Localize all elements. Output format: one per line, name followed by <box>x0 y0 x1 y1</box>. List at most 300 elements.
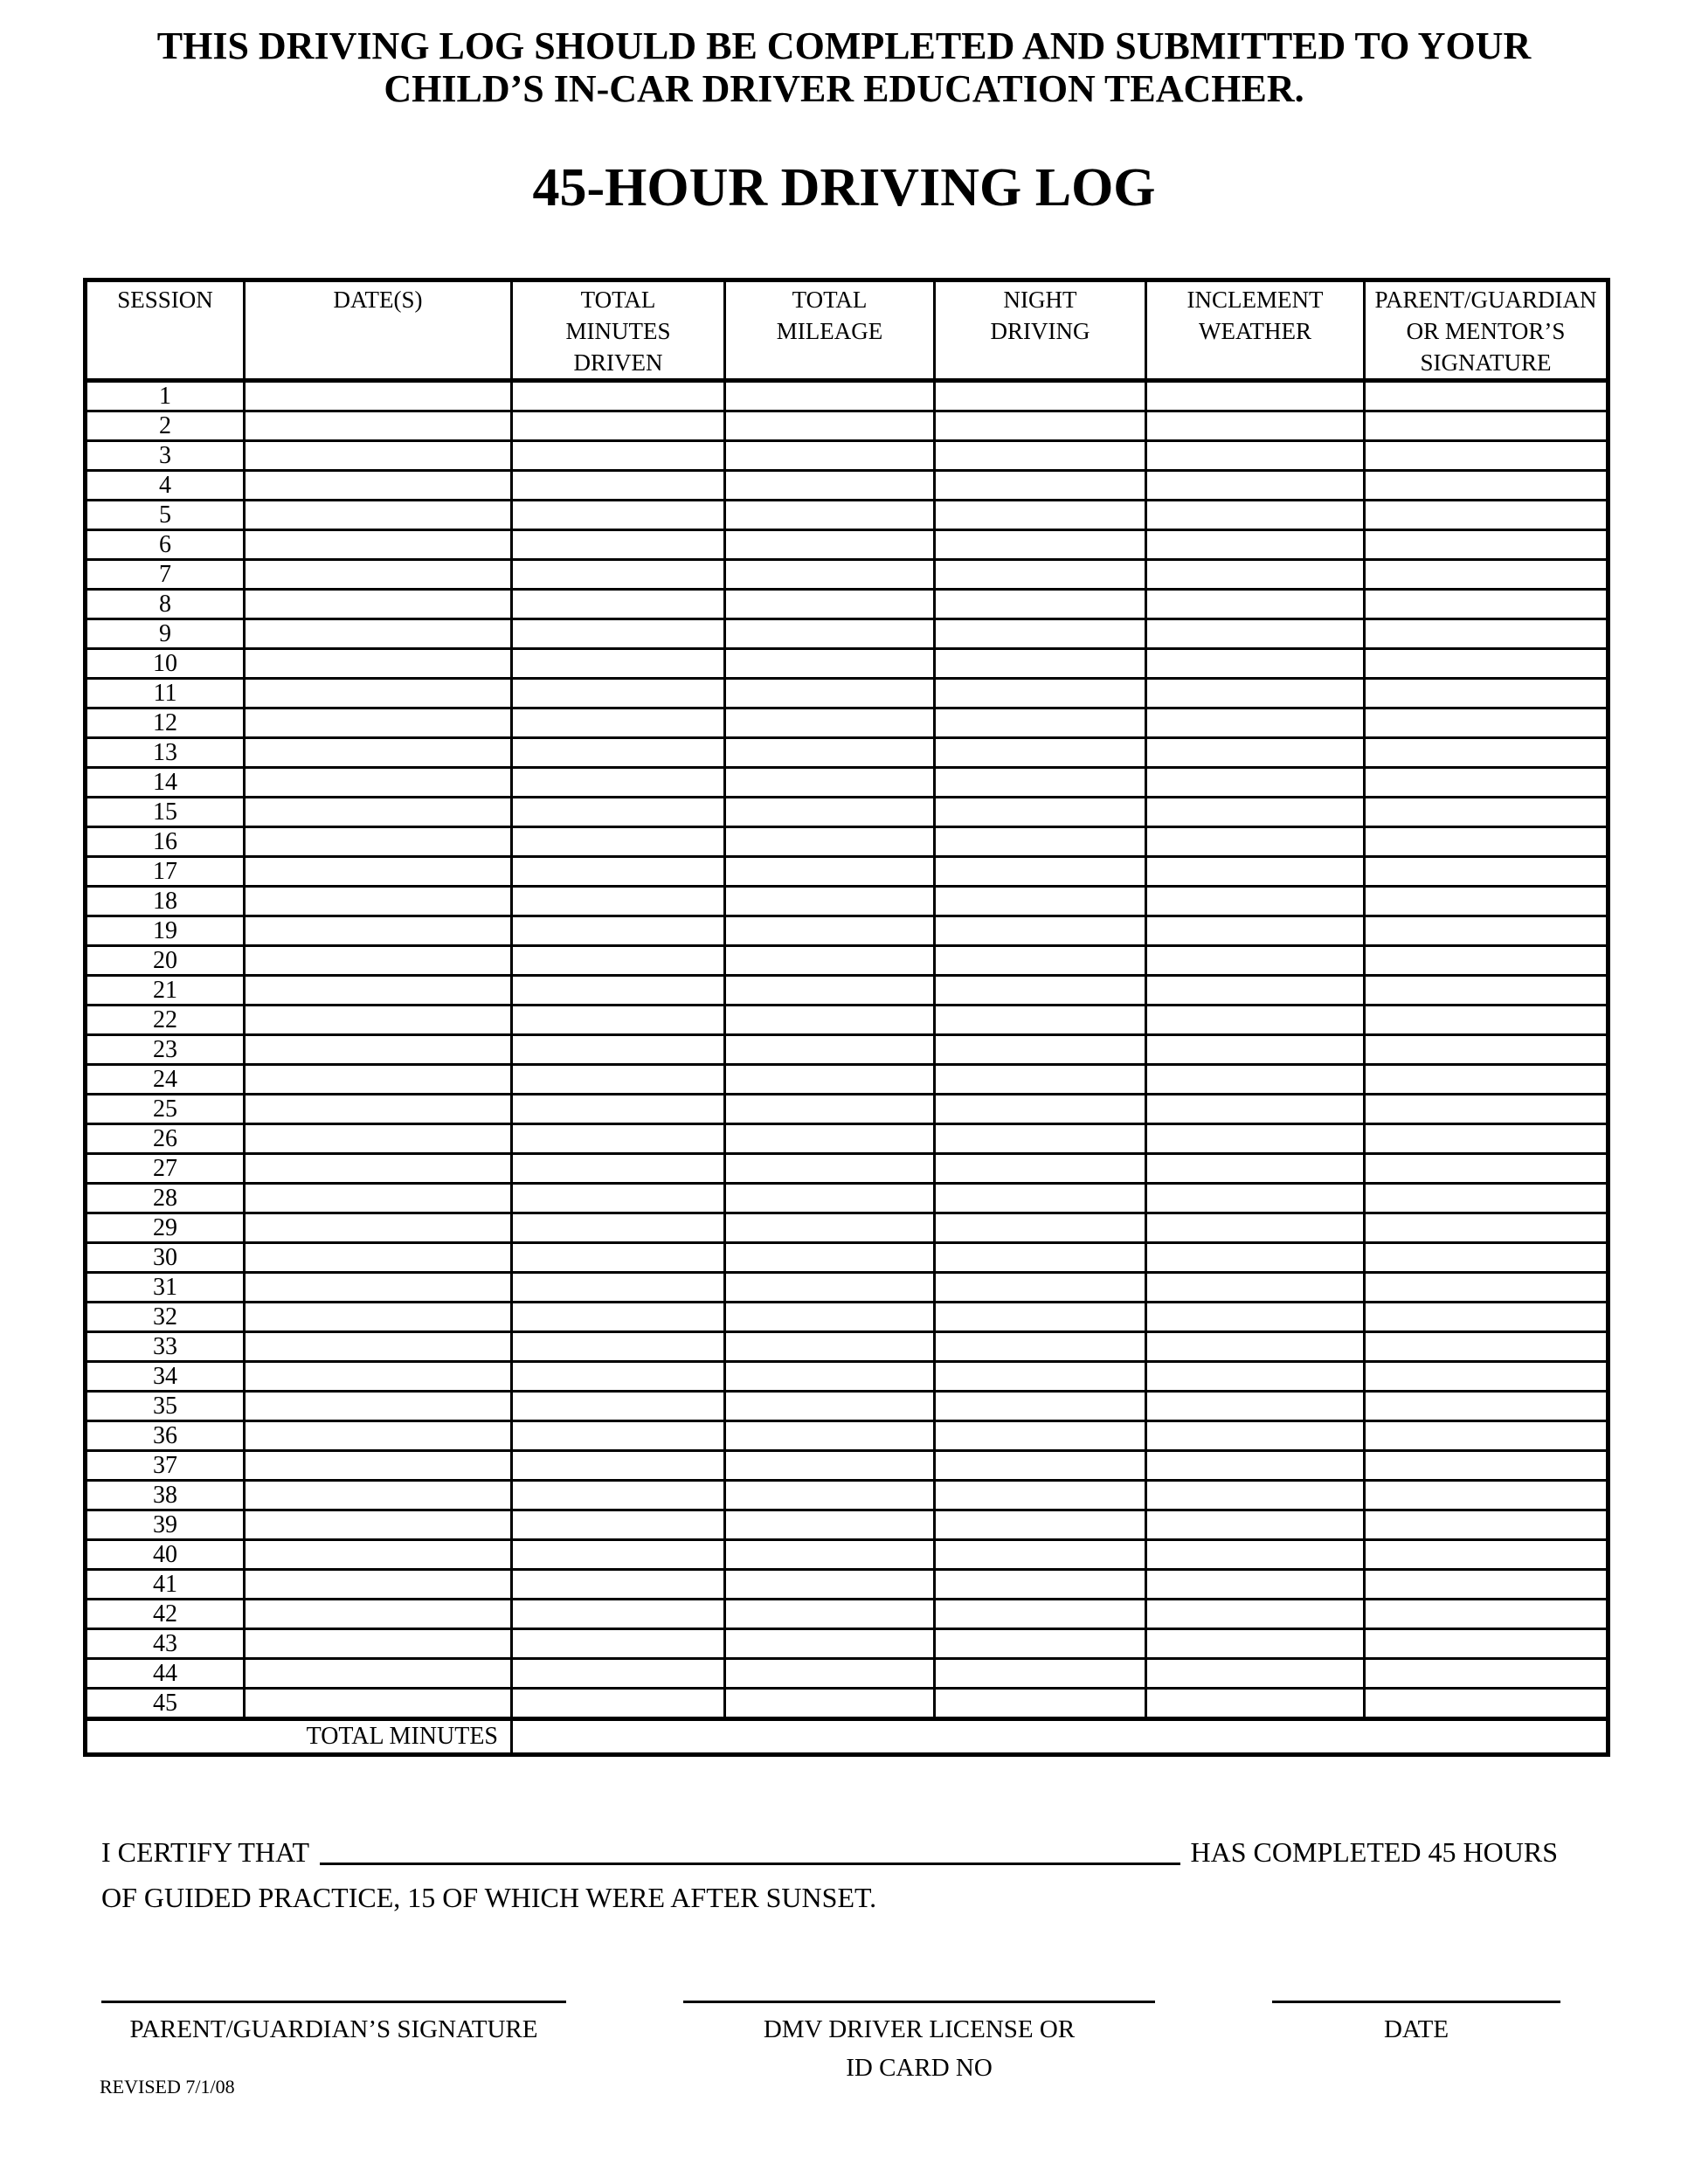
entry-cell-minutes[interactable] <box>512 501 725 530</box>
session-number: 45 <box>86 1689 245 1719</box>
entry-cell-dates[interactable] <box>245 411 512 441</box>
entry-cell-signature[interactable] <box>1365 471 1608 501</box>
entry-cell-weather[interactable] <box>1146 530 1365 560</box>
entry-cell-night[interactable] <box>935 1481 1146 1510</box>
table-body <box>86 381 1608 1719</box>
session-number: 44 <box>86 1659 245 1689</box>
entry-cell-mileage[interactable] <box>725 1154 935 1184</box>
entry-cell-night[interactable] <box>935 649 1146 679</box>
entry-cell-night[interactable] <box>935 738 1146 768</box>
entry-cell-weather[interactable] <box>1146 708 1365 738</box>
entry-cell-night[interactable] <box>935 857 1146 887</box>
entry-cell-mileage[interactable] <box>725 1392 935 1421</box>
entry-cell-mileage[interactable] <box>725 1510 935 1540</box>
entry-cell-weather[interactable] <box>1146 857 1365 887</box>
entry-cell-night[interactable] <box>935 381 1146 411</box>
entry-cell-mileage[interactable] <box>725 1540 935 1570</box>
entry-cell-minutes[interactable] <box>512 679 725 708</box>
entry-cell-weather[interactable] <box>1146 411 1365 441</box>
entry-cell-dates[interactable] <box>245 1006 512 1035</box>
entry-cell-dates[interactable] <box>245 1451 512 1481</box>
entry-cell-minutes[interactable] <box>512 1362 725 1392</box>
entry-cell-signature[interactable] <box>1365 1629 1608 1659</box>
entry-cell-minutes[interactable] <box>512 1303 725 1332</box>
entry-cell-minutes[interactable] <box>512 887 725 916</box>
entry-cell-dates[interactable] <box>245 560 512 590</box>
entry-cell-dates[interactable] <box>245 1095 512 1124</box>
session-number: 39 <box>86 1510 245 1540</box>
entry-cell-signature[interactable] <box>1365 1540 1608 1570</box>
entry-cell-night[interactable] <box>935 560 1146 590</box>
parent-guardian-signature-line[interactable] <box>101 1976 566 2003</box>
entry-cell-night[interactable] <box>935 1303 1146 1332</box>
entry-cell-night[interactable] <box>935 1451 1146 1481</box>
entry-cell-night[interactable] <box>935 411 1146 441</box>
entry-cell-dates[interactable] <box>245 590 512 619</box>
entry-cell-signature[interactable] <box>1365 1243 1608 1273</box>
entry-cell-minutes[interactable] <box>512 976 725 1006</box>
entry-cell-dates[interactable] <box>245 1570 512 1600</box>
session-row-10 <box>86 649 1608 679</box>
entry-cell-dates[interactable] <box>245 1124 512 1154</box>
date-line[interactable] <box>1272 1976 1560 2003</box>
entry-cell-weather[interactable] <box>1146 501 1365 530</box>
entry-cell-weather[interactable] <box>1146 1362 1365 1392</box>
entry-cell-night[interactable] <box>935 1540 1146 1570</box>
entry-cell-signature[interactable] <box>1365 1362 1608 1392</box>
entry-cell-night[interactable] <box>935 1065 1146 1095</box>
entry-cell-night[interactable] <box>935 1629 1146 1659</box>
entry-cell-signature[interactable] <box>1365 441 1608 471</box>
entry-cell-mileage[interactable] <box>725 1421 935 1451</box>
entry-cell-weather[interactable] <box>1146 1065 1365 1095</box>
entry-cell-mileage[interactable] <box>725 1362 935 1392</box>
entry-cell-signature[interactable] <box>1365 1392 1608 1421</box>
entry-cell-night[interactable] <box>935 708 1146 738</box>
entry-cell-signature[interactable] <box>1365 560 1608 590</box>
entry-cell-signature[interactable] <box>1365 1065 1608 1095</box>
session-row-27 <box>86 1154 1608 1184</box>
entry-cell-minutes[interactable] <box>512 1065 725 1095</box>
entry-cell-mileage[interactable] <box>725 1451 935 1481</box>
entry-cell-weather[interactable] <box>1146 381 1365 411</box>
entry-cell-signature[interactable] <box>1365 1570 1608 1600</box>
entry-cell-night[interactable] <box>935 887 1146 916</box>
entry-cell-mileage[interactable] <box>725 560 935 590</box>
entry-cell-weather[interactable] <box>1146 768 1365 798</box>
session-number: 4 <box>86 471 245 501</box>
entry-cell-signature[interactable] <box>1365 1303 1608 1332</box>
session-number: 34 <box>86 1362 245 1392</box>
entry-cell-mileage[interactable] <box>725 619 935 649</box>
entry-cell-mileage[interactable] <box>725 411 935 441</box>
entry-cell-dates[interactable] <box>245 1154 512 1184</box>
entry-cell-signature[interactable] <box>1365 857 1608 887</box>
entry-cell-signature[interactable] <box>1365 827 1608 857</box>
entry-cell-night[interactable] <box>935 798 1146 827</box>
entry-cell-signature[interactable] <box>1365 887 1608 916</box>
entry-cell-minutes[interactable] <box>512 1243 725 1273</box>
entry-cell-signature[interactable] <box>1365 738 1608 768</box>
entry-cell-weather[interactable] <box>1146 1659 1365 1689</box>
entry-cell-weather[interactable] <box>1146 441 1365 471</box>
entry-cell-mileage[interactable] <box>725 1689 935 1719</box>
entry-cell-signature[interactable] <box>1365 1213 1608 1243</box>
entry-cell-minutes[interactable] <box>512 1184 725 1213</box>
entry-cell-dates[interactable] <box>245 1421 512 1451</box>
entry-cell-weather[interactable] <box>1146 827 1365 857</box>
entry-cell-mileage[interactable] <box>725 1006 935 1035</box>
entry-cell-night[interactable] <box>935 530 1146 560</box>
entry-cell-weather[interactable] <box>1146 1184 1365 1213</box>
entry-cell-minutes[interactable] <box>512 1332 725 1362</box>
entry-cell-minutes[interactable] <box>512 1273 725 1303</box>
entry-cell-signature[interactable] <box>1365 1273 1608 1303</box>
entry-cell-weather[interactable] <box>1146 798 1365 827</box>
parent-guardian-signature-label <box>101 2010 566 2049</box>
entry-cell-signature[interactable] <box>1365 1006 1608 1035</box>
entry-cell-weather[interactable] <box>1146 1421 1365 1451</box>
entry-cell-dates[interactable] <box>245 1273 512 1303</box>
entry-cell-dates[interactable] <box>245 976 512 1006</box>
entry-cell-dates[interactable] <box>245 649 512 679</box>
entry-cell-minutes[interactable] <box>512 619 725 649</box>
entry-cell-weather[interactable] <box>1146 1540 1365 1570</box>
entry-cell-weather[interactable] <box>1146 1154 1365 1184</box>
entry-cell-mileage[interactable] <box>725 679 935 708</box>
entry-cell-night[interactable] <box>935 1243 1146 1273</box>
entry-cell-weather[interactable] <box>1146 1006 1365 1035</box>
entry-cell-mileage[interactable] <box>725 530 935 560</box>
entry-cell-minutes[interactable] <box>512 1035 725 1065</box>
entry-cell-minutes[interactable] <box>512 827 725 857</box>
entry-cell-night[interactable] <box>935 1659 1146 1689</box>
entry-cell-night[interactable] <box>935 916 1146 946</box>
entry-cell-weather[interactable] <box>1146 976 1365 1006</box>
entry-cell-weather[interactable] <box>1146 1481 1365 1510</box>
entry-cell-night[interactable] <box>935 1421 1146 1451</box>
entry-cell-night[interactable] <box>935 1570 1146 1600</box>
entry-cell-mileage[interactable] <box>725 1273 935 1303</box>
entry-cell-night[interactable] <box>935 501 1146 530</box>
entry-cell-mileage[interactable] <box>725 649 935 679</box>
entry-cell-minutes[interactable] <box>512 411 725 441</box>
entry-cell-mileage[interactable] <box>725 1659 935 1689</box>
entry-cell-night[interactable] <box>935 1332 1146 1362</box>
entry-cell-minutes[interactable] <box>512 381 725 411</box>
session-number: 19 <box>86 916 245 946</box>
session-row-24 <box>86 1065 1608 1095</box>
entry-cell-signature[interactable] <box>1365 530 1608 560</box>
entry-cell-weather[interactable] <box>1146 738 1365 768</box>
entry-cell-night[interactable] <box>935 1213 1146 1243</box>
entry-cell-signature[interactable] <box>1365 768 1608 798</box>
entry-cell-signature[interactable] <box>1365 1689 1608 1719</box>
entry-cell-weather[interactable] <box>1146 1124 1365 1154</box>
entry-cell-night[interactable] <box>935 1124 1146 1154</box>
entry-cell-dates[interactable] <box>245 1659 512 1689</box>
column-header-session: SESSION <box>86 280 245 381</box>
entry-cell-weather[interactable] <box>1146 590 1365 619</box>
entry-cell-night[interactable] <box>935 1510 1146 1540</box>
entry-cell-weather[interactable] <box>1146 1451 1365 1481</box>
total-minutes-value-cell[interactable] <box>512 1719 1608 1755</box>
entry-cell-signature[interactable] <box>1365 411 1608 441</box>
entry-cell-weather[interactable] <box>1146 1213 1365 1243</box>
entry-cell-minutes[interactable] <box>512 916 725 946</box>
entry-cell-minutes[interactable] <box>512 798 725 827</box>
session-number: 25 <box>86 1095 245 1124</box>
entry-cell-mileage[interactable] <box>725 1332 935 1362</box>
entry-cell-minutes[interactable] <box>512 1421 725 1451</box>
entry-cell-minutes[interactable] <box>512 1540 725 1570</box>
entry-cell-dates[interactable] <box>245 1332 512 1362</box>
entry-cell-minutes[interactable] <box>512 560 725 590</box>
entry-cell-dates[interactable] <box>245 619 512 649</box>
entry-cell-night[interactable] <box>935 1273 1146 1303</box>
entry-cell-night[interactable] <box>935 441 1146 471</box>
entry-cell-signature[interactable] <box>1365 1332 1608 1362</box>
entry-cell-weather[interactable] <box>1146 1332 1365 1362</box>
entry-cell-dates[interactable] <box>245 887 512 916</box>
entry-cell-minutes[interactable] <box>512 1392 725 1421</box>
entry-cell-minutes[interactable] <box>512 1154 725 1184</box>
entry-cell-signature[interactable] <box>1365 619 1608 649</box>
entry-cell-minutes[interactable] <box>512 1006 725 1035</box>
entry-cell-dates[interactable] <box>245 738 512 768</box>
entry-cell-weather[interactable] <box>1146 471 1365 501</box>
entry-cell-night[interactable] <box>935 471 1146 501</box>
entry-cell-dates[interactable] <box>245 1392 512 1421</box>
entry-cell-mileage[interactable] <box>725 1243 935 1273</box>
session-number: 42 <box>86 1600 245 1629</box>
entry-cell-dates[interactable] <box>245 501 512 530</box>
session-number: 41 <box>86 1570 245 1600</box>
entry-cell-minutes[interactable] <box>512 708 725 738</box>
entry-cell-mileage[interactable] <box>725 1629 935 1659</box>
column-header-night: NIGHT DRIVING <box>935 280 1146 381</box>
entry-cell-minutes[interactable] <box>512 649 725 679</box>
entry-cell-night[interactable] <box>935 1095 1146 1124</box>
dmv-license-line[interactable] <box>683 1976 1155 2003</box>
entry-cell-signature[interactable] <box>1365 1481 1608 1510</box>
entry-cell-mileage[interactable] <box>725 1184 935 1213</box>
entry-cell-minutes[interactable] <box>512 441 725 471</box>
entry-cell-night[interactable] <box>935 619 1146 649</box>
entry-cell-mileage[interactable] <box>725 1600 935 1629</box>
entry-cell-signature[interactable] <box>1365 1600 1608 1629</box>
entry-cell-minutes[interactable] <box>512 738 725 768</box>
entry-cell-night[interactable] <box>935 1362 1146 1392</box>
entry-cell-dates[interactable] <box>245 1065 512 1095</box>
session-number: 24 <box>86 1065 245 1095</box>
entry-cell-night[interactable] <box>935 1154 1146 1184</box>
entry-cell-mileage[interactable] <box>725 471 935 501</box>
entry-cell-signature[interactable] <box>1365 1095 1608 1124</box>
entry-cell-night[interactable] <box>935 1184 1146 1213</box>
entry-cell-dates[interactable] <box>245 1510 512 1540</box>
entry-cell-mileage[interactable] <box>725 768 935 798</box>
entry-cell-night[interactable] <box>935 976 1146 1006</box>
entry-cell-weather[interactable] <box>1146 649 1365 679</box>
certify-prefix-text: I CERTIFY THAT <box>101 1836 310 1868</box>
entry-cell-dates[interactable] <box>245 441 512 471</box>
entry-cell-minutes[interactable] <box>512 1481 725 1510</box>
session-number: 37 <box>86 1451 245 1481</box>
entry-cell-signature[interactable] <box>1365 1421 1608 1451</box>
entry-cell-minutes[interactable] <box>512 1629 725 1659</box>
entry-cell-dates[interactable] <box>245 1213 512 1243</box>
entry-cell-mileage[interactable] <box>725 946 935 976</box>
entry-cell-night[interactable] <box>935 590 1146 619</box>
entry-cell-signature[interactable] <box>1365 976 1608 1006</box>
entry-cell-weather[interactable] <box>1146 916 1365 946</box>
entry-cell-dates[interactable] <box>245 1243 512 1273</box>
entry-cell-signature[interactable] <box>1365 649 1608 679</box>
entry-cell-weather[interactable] <box>1146 946 1365 976</box>
entry-cell-weather[interactable] <box>1146 887 1365 916</box>
entry-cell-mileage[interactable] <box>725 441 935 471</box>
entry-cell-dates[interactable] <box>245 768 512 798</box>
entry-cell-dates[interactable] <box>245 1481 512 1510</box>
entry-cell-mileage[interactable] <box>725 857 935 887</box>
entry-cell-night[interactable] <box>935 1006 1146 1035</box>
entry-cell-night[interactable] <box>935 1035 1146 1065</box>
entry-cell-minutes[interactable] <box>512 590 725 619</box>
entry-cell-mileage[interactable] <box>725 590 935 619</box>
entry-cell-signature[interactable] <box>1365 1154 1608 1184</box>
entry-cell-dates[interactable] <box>245 381 512 411</box>
entry-cell-dates[interactable] <box>245 1689 512 1719</box>
entry-cell-weather[interactable] <box>1146 1570 1365 1600</box>
entry-cell-dates[interactable] <box>245 708 512 738</box>
entry-cell-mileage[interactable] <box>725 501 935 530</box>
entry-cell-signature[interactable] <box>1365 1184 1608 1213</box>
entry-cell-signature[interactable] <box>1365 916 1608 946</box>
entry-cell-signature[interactable] <box>1365 1510 1608 1540</box>
entry-cell-mileage[interactable] <box>725 887 935 916</box>
entry-cell-weather[interactable] <box>1146 560 1365 590</box>
entry-cell-signature[interactable] <box>1365 1451 1608 1481</box>
entry-cell-minutes[interactable] <box>512 768 725 798</box>
entry-cell-minutes[interactable] <box>512 1689 725 1719</box>
entry-cell-mileage[interactable] <box>725 1213 935 1243</box>
entry-cell-minutes[interactable] <box>512 1600 725 1629</box>
entry-cell-signature[interactable] <box>1365 946 1608 976</box>
entry-cell-mileage[interactable] <box>725 1035 935 1065</box>
entry-cell-weather[interactable] <box>1146 1689 1365 1719</box>
entry-cell-signature[interactable] <box>1365 1659 1608 1689</box>
entry-cell-signature[interactable] <box>1365 381 1608 411</box>
entry-cell-mileage[interactable] <box>725 1303 935 1332</box>
entry-cell-mileage[interactable] <box>725 708 935 738</box>
entry-cell-dates[interactable] <box>245 798 512 827</box>
entry-cell-mileage[interactable] <box>725 827 935 857</box>
entry-cell-mileage[interactable] <box>725 1065 935 1095</box>
entry-cell-signature[interactable] <box>1365 1035 1608 1065</box>
entry-cell-dates[interactable] <box>245 827 512 857</box>
entry-cell-minutes[interactable] <box>512 1124 725 1154</box>
entry-cell-night[interactable] <box>935 768 1146 798</box>
entry-cell-minutes[interactable] <box>512 1510 725 1540</box>
entry-cell-signature[interactable] <box>1365 1124 1608 1154</box>
instruction-heading <box>0 24 1688 110</box>
entry-cell-mileage[interactable] <box>725 1570 935 1600</box>
entry-cell-night[interactable] <box>935 1392 1146 1421</box>
entry-cell-mileage[interactable] <box>725 798 935 827</box>
entry-cell-dates[interactable] <box>245 530 512 560</box>
entry-cell-minutes[interactable] <box>512 1213 725 1243</box>
column-header-weather: INCLEMENT WEATHER <box>1146 280 1365 381</box>
certify-name-blank-line[interactable] <box>320 1833 1180 1865</box>
entry-cell-signature[interactable] <box>1365 708 1608 738</box>
entry-cell-mileage[interactable] <box>725 1481 935 1510</box>
entry-cell-night[interactable] <box>935 827 1146 857</box>
entry-cell-minutes[interactable] <box>512 530 725 560</box>
entry-cell-signature[interactable] <box>1365 501 1608 530</box>
entry-cell-dates[interactable] <box>245 1184 512 1213</box>
entry-cell-dates[interactable] <box>245 1540 512 1570</box>
entry-cell-dates[interactable] <box>245 1629 512 1659</box>
entry-cell-night[interactable] <box>935 679 1146 708</box>
entry-cell-night[interactable] <box>935 1600 1146 1629</box>
entry-cell-weather[interactable] <box>1146 1095 1365 1124</box>
session-number: 31 <box>86 1273 245 1303</box>
entry-cell-signature[interactable] <box>1365 590 1608 619</box>
entry-cell-weather[interactable] <box>1146 1510 1365 1540</box>
entry-cell-dates[interactable] <box>245 471 512 501</box>
entry-cell-minutes[interactable] <box>512 1451 725 1481</box>
entry-cell-dates[interactable] <box>245 679 512 708</box>
entry-cell-minutes[interactable] <box>512 1570 725 1600</box>
entry-cell-weather[interactable] <box>1146 1035 1365 1065</box>
entry-cell-mileage[interactable] <box>725 738 935 768</box>
entry-cell-minutes[interactable] <box>512 471 725 501</box>
entry-cell-weather[interactable] <box>1146 1392 1365 1421</box>
entry-cell-minutes[interactable] <box>512 857 725 887</box>
sig-block-dmv-license <box>683 1976 1155 2087</box>
entry-cell-signature[interactable] <box>1365 679 1608 708</box>
entry-cell-dates[interactable] <box>245 1362 512 1392</box>
entry-cell-night[interactable] <box>935 946 1146 976</box>
table-footer <box>86 1719 1608 1755</box>
entry-cell-minutes[interactable] <box>512 1095 725 1124</box>
entry-cell-weather[interactable] <box>1146 1273 1365 1303</box>
entry-cell-dates[interactable] <box>245 1035 512 1065</box>
driving-log-table <box>83 278 1610 1757</box>
entry-cell-dates[interactable] <box>245 1600 512 1629</box>
entry-cell-minutes[interactable] <box>512 946 725 976</box>
entry-cell-mileage[interactable] <box>725 1095 935 1124</box>
entry-cell-dates[interactable] <box>245 916 512 946</box>
entry-cell-dates[interactable] <box>245 857 512 887</box>
entry-cell-mileage[interactable] <box>725 1124 935 1154</box>
entry-cell-mileage[interactable] <box>725 381 935 411</box>
entry-cell-mileage[interactable] <box>725 976 935 1006</box>
entry-cell-dates[interactable] <box>245 946 512 976</box>
entry-cell-signature[interactable] <box>1365 798 1608 827</box>
entry-cell-night[interactable] <box>935 1689 1146 1719</box>
entry-cell-weather[interactable] <box>1146 679 1365 708</box>
entry-cell-weather[interactable] <box>1146 619 1365 649</box>
entry-cell-weather[interactable] <box>1146 1303 1365 1332</box>
entry-cell-weather[interactable] <box>1146 1629 1365 1659</box>
entry-cell-weather[interactable] <box>1146 1243 1365 1273</box>
entry-cell-dates[interactable] <box>245 1303 512 1332</box>
entry-cell-mileage[interactable] <box>725 916 935 946</box>
entry-cell-minutes[interactable] <box>512 1659 725 1689</box>
entry-cell-weather[interactable] <box>1146 1600 1365 1629</box>
